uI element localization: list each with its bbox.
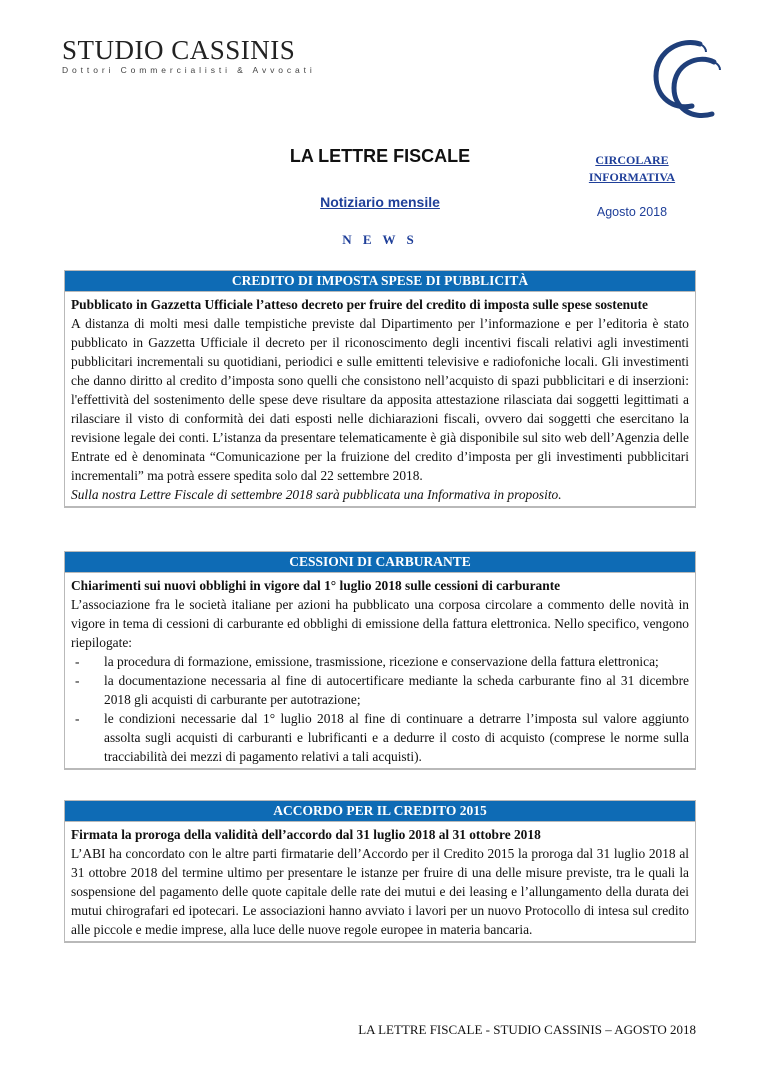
- section-body: [65, 844, 695, 941]
- section-subheading: Pubblicato in Gazzetta Ufficiale l’atteso decreto per fruire del credito di imposta sulle spese sostenute: [65, 291, 695, 314]
- section-accordo-credito: [64, 800, 696, 943]
- bullet-marker: -: [75, 654, 80, 670]
- bullet-marker: -: [75, 711, 80, 727]
- list-item-text: la documentazione necessaria al fine di autocertificare mediante la scheda carburante fino al 31 dicembre 2018 gli acquisti di carburante per autotrazione;: [104, 673, 689, 708]
- brand-block: [62, 36, 316, 75]
- section-paragraph: A distanza di molti mesi dalle tempistiche previste dal Dipartimento per l’informazione e per l’editoria è stato pubblicato in Gazzetta Ufficiale il decreto per il riconoscimento degli incentivi fiscali relativi agli investimenti pubblicitari incrementali su quotidiani, periodici e sulle emittenti televisive e radiofoniche locali. Gli investimenti che danno diritto al credito d’imposta sono quelli che consistono nell’acquisto di spazi pubblicitari e di inserzioni: l'effettività del sostenimento delle spese deve risultare da apposita attestazione rilasciata dai soggetti legittimati a rilasciare il visto di conformità dei dati esposti nelle dichiarazioni fiscali, ovvero dai soggetti che esercitano la revisione legale dei conti. L’istanza da presentare telematicamente è già disponibile sul sito web dell’Agenzia delle Entrate ed è denominata “Comunicazione per la fruizione del credito d’imposta per gli investimenti pubblicitari incrementali” ma potrà essere spedita solo dal 22 settembre 2018.: [71, 316, 689, 484]
- section-heading: CESSIONI DI CARBURANTE: [65, 552, 695, 572]
- section-paragraph: L’associazione fra le società italiane per azioni ha pubblicato una corposa circolare a commento delle novità in vigore in tema di cessioni di carburante ed obblighi di emissione della fattura elettronica. Nello specifico, vengono riepilogate:: [71, 597, 689, 651]
- list-item-text: la procedura di formazione, emissione, trasmissione, ricezione e conservazione della fattura elettronica;: [104, 654, 659, 670]
- section-body: [65, 314, 695, 506]
- circolare-label: CIRCOLARE: [595, 153, 669, 167]
- brand-subtitle: Dottori Commercialisti & Avvocati: [62, 65, 316, 75]
- bullet-marker: -: [75, 673, 80, 689]
- page-footer: LA LETTRE FISCALE - STUDIO CASSINIS – AGOSTO 2018: [358, 1022, 696, 1037]
- cc-logo-icon: [642, 36, 728, 122]
- brand-name: STUDIO CASSINIS: [62, 35, 296, 65]
- section-credito-pubblicita: [64, 270, 696, 508]
- informativa-label: INFORMATIVA: [588, 170, 676, 184]
- circolare-informativa: [572, 152, 692, 186]
- section-note: Sulla nostra Lettre Fiscale di settembre 2018 sarà pubblicata una Informativa in proposito.: [71, 487, 562, 503]
- section-heading: ACCORDO PER IL CREDITO 2015: [65, 801, 695, 821]
- list-item-text: le condizioni necessarie dal 1° luglio 2018 al fine di continuare a detrarre l’imposta sul valore aggiunto assolta sugli acquisti di carburanti e lubrificanti e a dedurre il costo di acquisto (comprese le norme sulla tracciabilità dei mezzi di pagamento relativi a tali acquisti).: [104, 711, 689, 765]
- newsletter-subtitle: Notiziario mensile: [320, 194, 440, 210]
- section-body: [65, 595, 695, 768]
- bullet-list: [71, 652, 689, 766]
- section-cessioni-carburante: [64, 551, 696, 770]
- list-item: [71, 709, 689, 766]
- news-label: N E W S: [342, 232, 418, 247]
- newsletter-title: LA LETTRE FISCALE: [289, 146, 471, 166]
- section-subheading: Chiarimenti sui nuovi obblighi in vigore dal 1° luglio 2018 sulle cessioni di carburante: [65, 572, 695, 595]
- list-item: [71, 671, 689, 709]
- list-item: [71, 652, 689, 671]
- section-paragraph: L’ABI ha concordato con le altre parti firmatarie dell’Accordo per il Credito 2015 la proroga dal 31 luglio 2018 al 31 ottobre 2018 del termine ultimo per presentare le istanze per fruire di una delle misure previste, tra le quali la sospensione del pagamento delle quote capitale delle rate dei mutui e dei leasing e l’allungamento della durata dei mutui chirografari ed ipotecari. Le associazioni hanno avviato i lavori per un nuovo Protocollo di intesa sul credito alle piccole e medie imprese, alla luce delle nuove regole europee in materia bancaria.: [71, 846, 689, 938]
- issue-date: Agosto 2018: [596, 205, 668, 219]
- section-heading: CREDITO DI IMPOSTA SPESE DI PUBBLICITÀ: [65, 271, 695, 291]
- section-subheading: Firmata la proroga della validità dell’accordo dal 31 luglio 2018 al 31 ottobre 2018: [65, 821, 695, 844]
